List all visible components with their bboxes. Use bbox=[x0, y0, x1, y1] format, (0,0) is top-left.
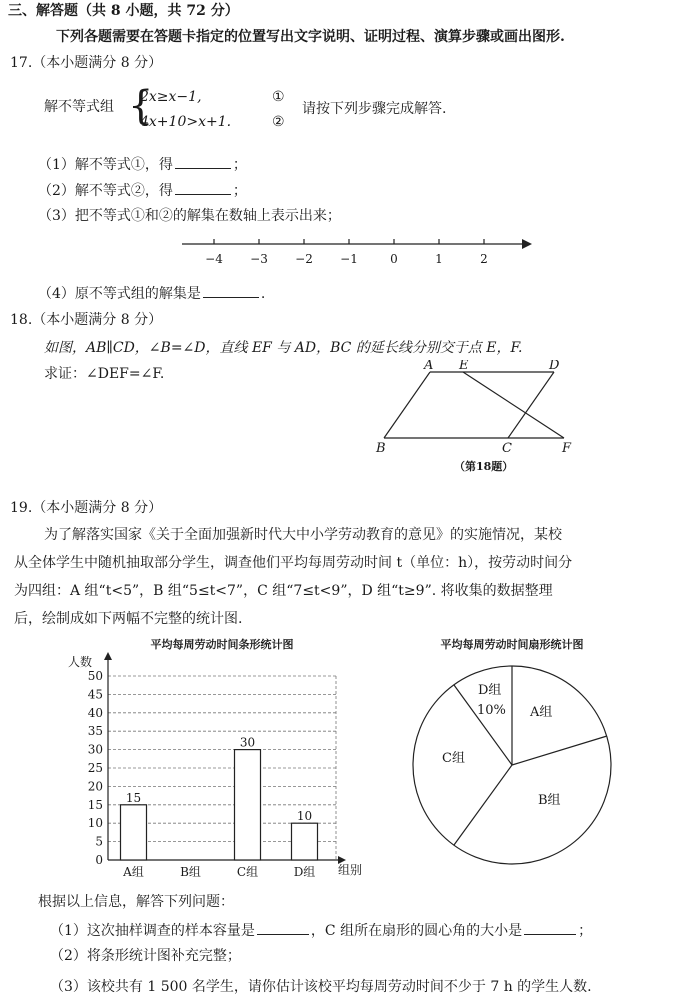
bar-ytick-label: 25 bbox=[87, 761, 103, 775]
q17-brace: { bbox=[128, 83, 154, 129]
pie-label-d-percent: 10% bbox=[477, 703, 506, 718]
q17-step1 bbox=[38, 155, 247, 174]
bar-chart bbox=[50, 634, 370, 884]
q17-ineq1: 2x≥x−1, bbox=[140, 89, 202, 105]
q19-sub3: （3）该校共有 1 500 名学生，请你估计该校平均每周劳动时间不少于 7 h 的学生人数. bbox=[50, 979, 592, 995]
bar-chart-xlabel: 组别 bbox=[338, 863, 363, 877]
bar-ytick-label: 10 bbox=[87, 816, 103, 831]
bar-chart-title: 平均每周劳动时间条形统计图 bbox=[150, 638, 294, 651]
q17-answer-blank-2[interactable] bbox=[175, 181, 231, 195]
q19-sub1-a: （1）这次抽样调查的样本容量是 bbox=[50, 923, 255, 939]
pie-label-d: D组 bbox=[478, 683, 502, 698]
label-A: A bbox=[424, 360, 434, 373]
q19-sub2: （2）将条形统计图补充完整； bbox=[50, 948, 241, 964]
q18-header: 18.（本小题满分 8 分） bbox=[10, 312, 163, 328]
q19-sub1-b: ，C 组所在扇形的圆心角的大小是 bbox=[310, 923, 523, 939]
q18-prove: 求证：∠DEF=∠F. bbox=[44, 366, 165, 382]
q17-step4 bbox=[38, 284, 265, 303]
q17-step1-text: （1）解不等式①，得 bbox=[38, 157, 173, 173]
q17-lead: 解不等式组 bbox=[44, 99, 114, 115]
bar-3 bbox=[235, 750, 261, 860]
q19-after: 根据以上信息，解答下列问题： bbox=[38, 894, 234, 910]
q17-step2 bbox=[38, 181, 247, 200]
bar-ytick-label: 15 bbox=[87, 797, 103, 812]
pie-divider-right bbox=[512, 736, 607, 765]
bar-ytick-label: 20 bbox=[87, 779, 103, 794]
pie-chart bbox=[398, 634, 638, 874]
q19-header: 19.（本小题满分 8 分） bbox=[10, 500, 163, 516]
q19-para-line3: 为四组：A 组“t<5”，B 组“5≤t<7”，C 组“7≤t<9”，D 组“t≥9”. 将收集的数据整理 bbox=[14, 583, 553, 599]
bar-chart-ylabel: 人数 bbox=[68, 655, 93, 669]
segment-DC bbox=[508, 372, 554, 438]
q18-figure bbox=[368, 360, 588, 478]
pie-label-b: B组 bbox=[538, 793, 561, 808]
bar-ytick-label: 35 bbox=[87, 724, 103, 739]
q19-para-line4: 后，绘制成如下两幅不完整的统计图. bbox=[14, 611, 243, 627]
bar-category-label: A组 bbox=[123, 865, 144, 879]
section-title: 三、解答题（共 8 小题，共 72 分） bbox=[8, 3, 239, 19]
bar-ytick-label: 50 bbox=[87, 669, 103, 683]
bar-ytick-label: 30 bbox=[87, 742, 103, 757]
q18-fig-caption: （第18题） bbox=[454, 460, 514, 473]
section-instruction: 下列各题需要在答题卡指定的位置写出文字说明、证明过程、演算步骤或画出图形. bbox=[56, 29, 565, 45]
label-D: D bbox=[549, 360, 560, 373]
bar-value-label: 10 bbox=[296, 809, 313, 824]
label-C: C bbox=[502, 441, 512, 456]
bar-category-label: D组 bbox=[293, 865, 316, 879]
q17-number-line[interactable] bbox=[170, 232, 540, 274]
q19-para-line2: 从全体学生中随机抽取部分学生，调查他们平均每周劳动时间 t（单位：h），按劳动时间分 bbox=[14, 555, 573, 571]
q17-step3: （3）把不等式①和②的解集在数轴上表示出来； bbox=[38, 208, 341, 224]
pie-label-c: C组 bbox=[442, 751, 465, 766]
q17-header: 17.（本小题满分 8 分） bbox=[10, 55, 163, 71]
pie-chart-title: 平均每周劳动时间扇形统计图 bbox=[440, 638, 584, 651]
q19-para-line1: 为了解落实国家《关于全面加强新时代大中小学劳动教育的意见》的实施情况，某校 bbox=[44, 527, 562, 543]
q17-step1-end: ； bbox=[232, 157, 247, 173]
q17-answer-blank-4[interactable] bbox=[203, 284, 259, 298]
q17-step4-text: （4）原不等式组的解集是 bbox=[38, 286, 201, 302]
q19-sub1-end: ； bbox=[578, 923, 593, 939]
q17-tail: 请按下列步骤完成解答. bbox=[302, 101, 447, 117]
bar-1 bbox=[121, 805, 147, 860]
q17-step4-end: . bbox=[260, 286, 266, 302]
number-line-tick-label: −3 bbox=[250, 252, 268, 266]
label-E: E bbox=[459, 360, 469, 373]
q17-mark1: ① bbox=[272, 89, 285, 105]
q19-answer-blank-1[interactable] bbox=[257, 921, 309, 935]
label-F: F bbox=[562, 441, 572, 456]
q17-step2-text: （2）解不等式②，得 bbox=[38, 183, 173, 199]
line-EF bbox=[463, 372, 564, 438]
bar-ytick-label: 5 bbox=[95, 834, 103, 849]
bar-y-arrow bbox=[104, 652, 112, 660]
number-line-tick-label: 0 bbox=[390, 252, 398, 266]
bar-value-label: 30 bbox=[239, 735, 256, 750]
bar-category-label: C组 bbox=[236, 865, 259, 879]
q17-answer-blank-1[interactable] bbox=[175, 155, 231, 169]
number-line-tick-label: 2 bbox=[480, 252, 488, 266]
q17-ineq2: 4x+10>x+1. bbox=[140, 114, 232, 130]
number-line-tick-label: −2 bbox=[295, 252, 313, 266]
q19-sub1 bbox=[50, 921, 592, 940]
bar-4 bbox=[292, 823, 318, 860]
number-line-tick-label: 1 bbox=[435, 252, 443, 266]
q18-given: 如图，AB∥CD，∠B=∠D，直线 EF 与 AD，BC 的延长线分别交于点 E，F. bbox=[44, 340, 523, 356]
number-line-tick-label: −4 bbox=[205, 252, 223, 266]
label-B: B bbox=[376, 441, 386, 456]
segment-AB bbox=[384, 372, 430, 438]
q19-answer-blank-2[interactable] bbox=[524, 921, 576, 935]
number-line-arrow bbox=[522, 239, 532, 249]
bar-ytick-label: 45 bbox=[87, 687, 103, 702]
bar-value-label: 15 bbox=[125, 790, 142, 805]
pie-label-a: A组 bbox=[530, 705, 553, 720]
pie-divider-bottom-left bbox=[454, 765, 512, 845]
bar-category-label: B组 bbox=[180, 865, 201, 879]
bar-ytick-label: 0 bbox=[95, 853, 103, 867]
number-line-tick-label: −1 bbox=[340, 252, 358, 266]
q17-mark2: ② bbox=[272, 114, 285, 130]
q17-step2-end: ； bbox=[232, 183, 247, 199]
bar-ytick-label: 40 bbox=[87, 705, 103, 720]
